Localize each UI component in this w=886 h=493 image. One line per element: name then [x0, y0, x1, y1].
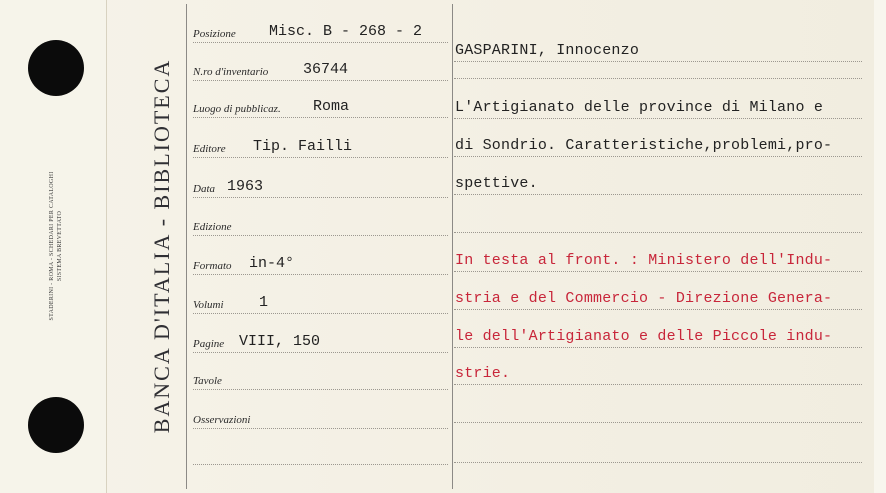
field-label: Tavole — [193, 375, 222, 387]
text-line — [454, 249, 862, 272]
card-edge — [874, 0, 886, 493]
field-row — [193, 175, 448, 198]
field-row — [193, 367, 448, 390]
text-line — [454, 440, 862, 463]
field-value: 36744 — [303, 61, 349, 78]
text-line-content: le dell'Artigianato e delle Piccole indu- — [455, 328, 833, 345]
text-line-content: strie. — [455, 365, 511, 382]
field-row — [193, 20, 448, 43]
field-value: Roma — [313, 98, 350, 115]
text-line — [454, 134, 862, 157]
field-label: Formato — [193, 260, 232, 272]
field-row — [193, 442, 448, 465]
text-line — [454, 56, 862, 79]
text-line-content: di Sondrio. Caratteristiche,problemi,pro- — [455, 137, 833, 154]
field-value: 1 — [259, 294, 269, 311]
field-label: Data — [193, 183, 215, 195]
text-line — [454, 400, 862, 423]
maker-line-1: STADERINI - ROMA - SCHEDARI PER CATALOGHI — [49, 171, 55, 321]
field-label: Pagine — [193, 338, 225, 350]
field-row — [193, 213, 448, 236]
field-label: Luogo di pubblicaz. — [193, 103, 281, 115]
field-row — [193, 95, 448, 118]
field-value: VIII, 150 — [239, 333, 321, 350]
field-row — [193, 330, 448, 353]
field-row — [193, 252, 448, 275]
text-line — [454, 325, 862, 348]
description-text — [454, 0, 864, 493]
text-line-content: spettive. — [455, 175, 538, 192]
maker-imprint — [48, 171, 64, 320]
field-label: Volumi — [193, 299, 224, 311]
text-line-content: stria e del Commercio - Direzione Genera- — [455, 290, 833, 307]
text-line-content: GASPARINI, Innocenzo — [455, 42, 640, 59]
punch-hole-top — [28, 40, 84, 96]
field-row — [193, 58, 448, 81]
text-line — [454, 96, 862, 119]
text-line-content: L'Artigianato delle province di Milano e — [455, 99, 824, 116]
text-line — [454, 210, 862, 233]
field-label: Posizione — [193, 28, 236, 40]
library-header: BANCA D'ITALIA - BIBLIOTECA — [149, 58, 174, 434]
field-row — [193, 406, 448, 429]
field-label: Osservazioni — [193, 414, 251, 426]
text-line — [454, 172, 862, 195]
field-label: Edizione — [193, 221, 232, 233]
maker-line-2: SISTEMA BREVETTATO — [57, 210, 63, 282]
text-line — [454, 287, 862, 310]
field-row — [193, 135, 448, 158]
text-line — [454, 362, 862, 385]
field-label: Editore — [193, 143, 226, 155]
punch-hole-bottom — [28, 397, 84, 453]
divider-left — [186, 4, 187, 489]
field-value: Tip. Failli — [253, 138, 353, 155]
field-value: Misc. B - 268 - 2 — [269, 23, 423, 40]
text-line-content: In testa al front. : Ministero dell'Indu- — [455, 252, 833, 269]
field-value: in-4° — [249, 255, 295, 272]
card-stub — [0, 0, 107, 493]
field-value: 1963 — [227, 178, 264, 195]
divider-right — [452, 4, 453, 489]
field-row — [193, 291, 448, 314]
metadata-fields — [188, 0, 450, 493]
field-label: N.ro d'inventario — [193, 66, 269, 78]
